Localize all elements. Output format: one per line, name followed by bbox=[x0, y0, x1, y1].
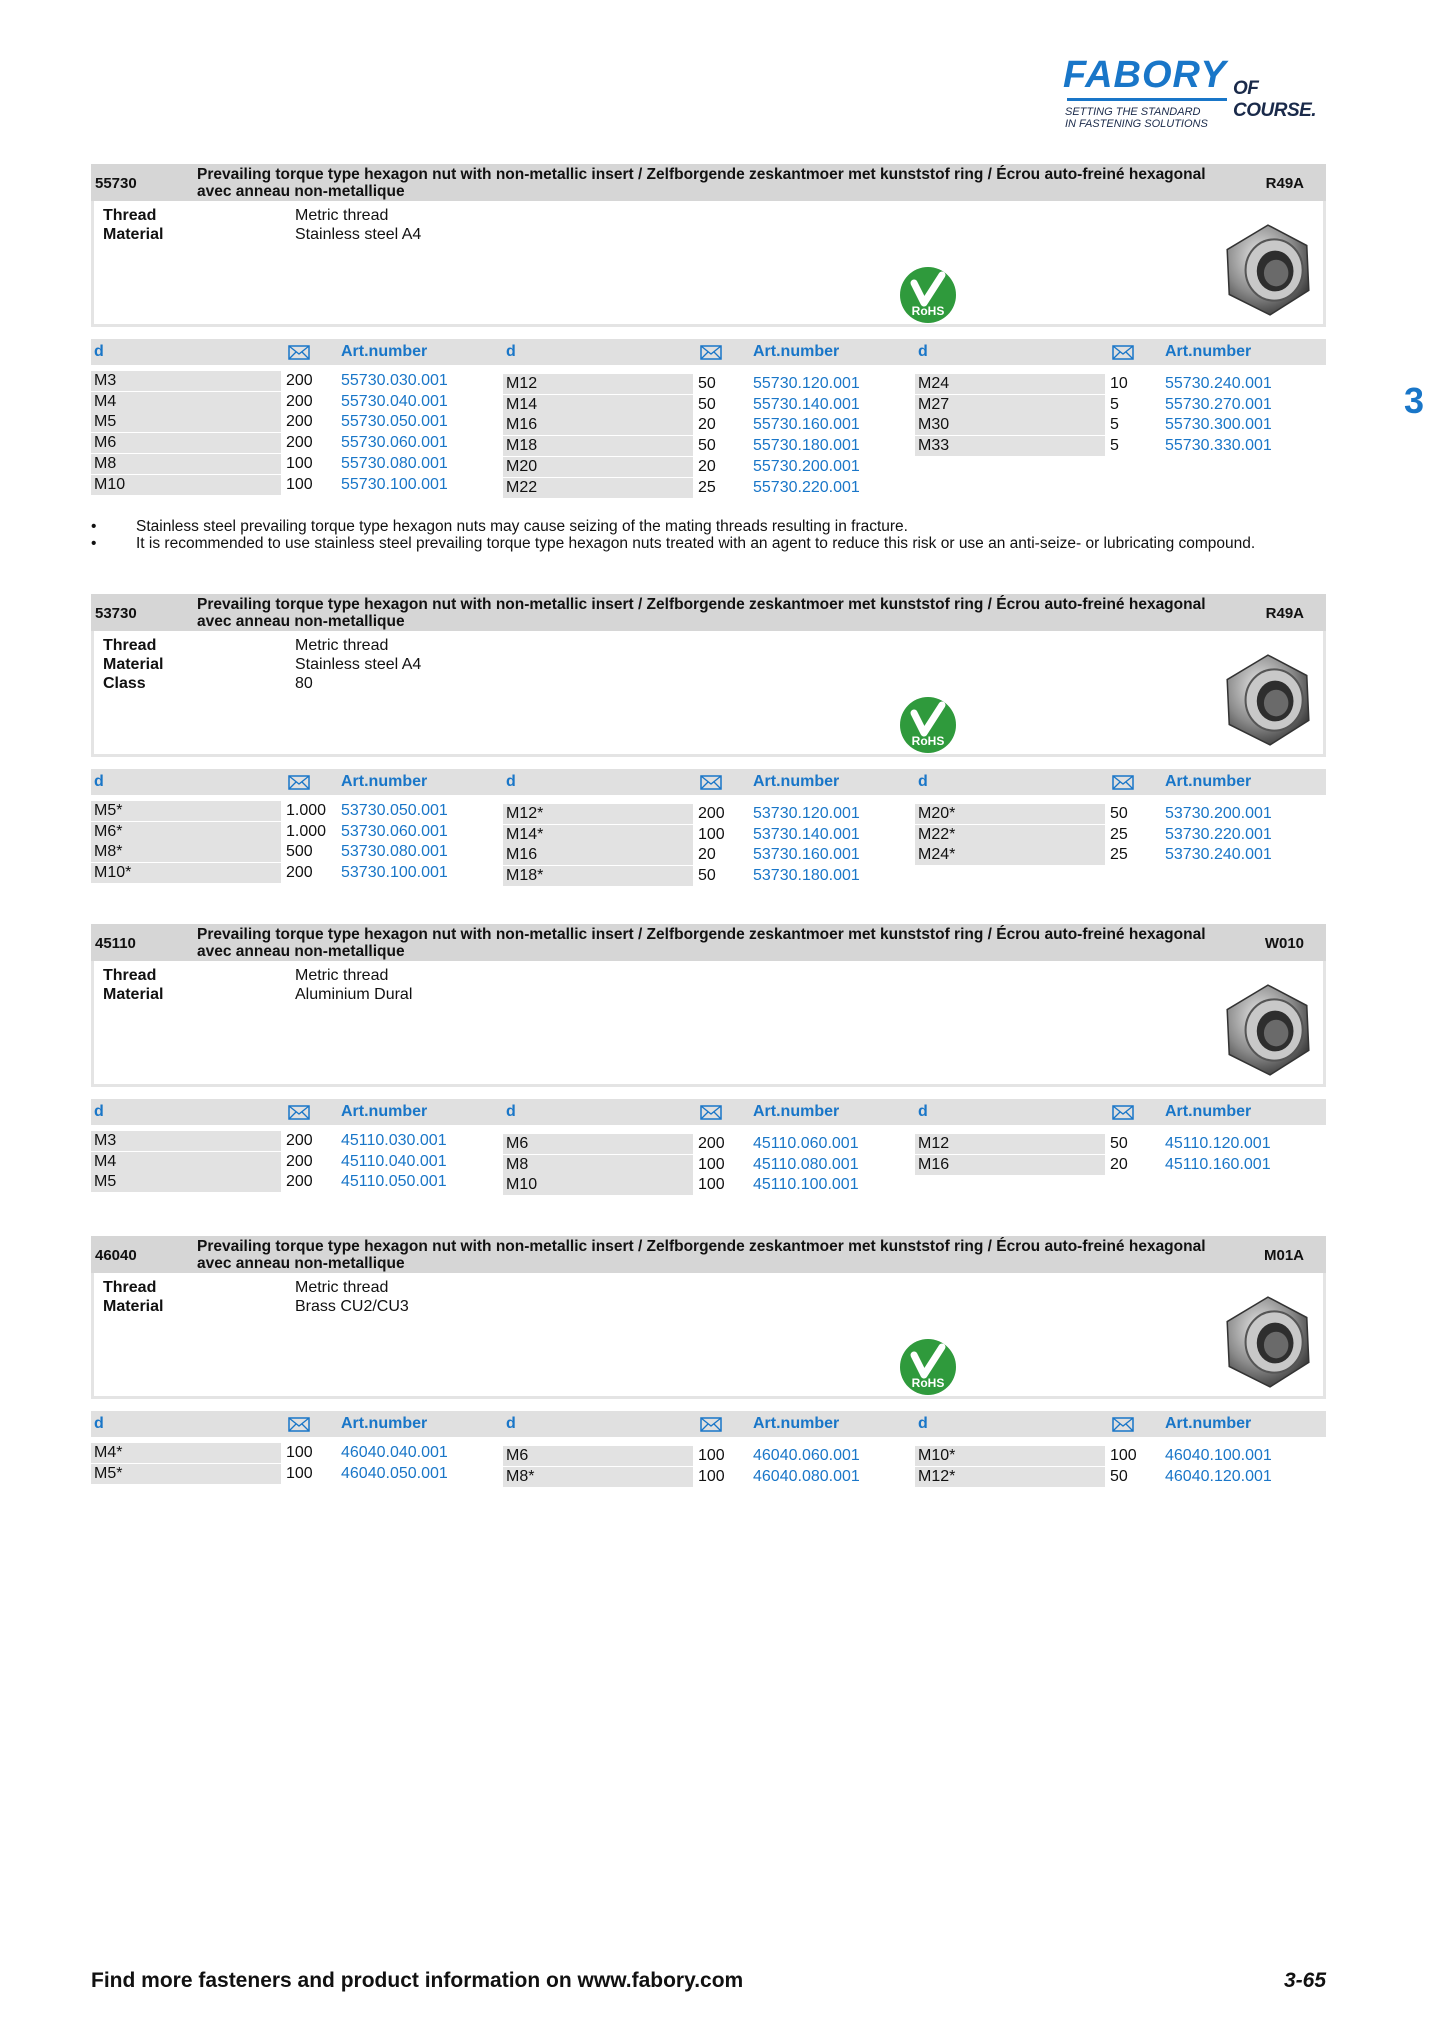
product-section bbox=[91, 924, 1326, 1194]
size-cell: M6 bbox=[91, 433, 281, 453]
properties-box bbox=[91, 1273, 1326, 1399]
column-header-d: d bbox=[506, 1103, 516, 1120]
size-cell: M8* bbox=[503, 1467, 693, 1487]
article-number-link[interactable]: 55730.030.001 bbox=[341, 372, 448, 389]
article-number-link[interactable]: 53730.060.001 bbox=[341, 822, 448, 840]
article-number-link[interactable]: 55730.330.001 bbox=[1165, 437, 1272, 455]
logo-subtitle bbox=[1065, 106, 1208, 130]
column-header-art-number: Art.number bbox=[341, 773, 428, 790]
property-value: Brass CU2/CU3 bbox=[295, 1298, 409, 1315]
rohs-badge-icon bbox=[898, 265, 958, 325]
standard-code: M01A bbox=[1263, 1247, 1304, 1264]
property-label: Thread bbox=[103, 967, 157, 984]
column-header-d: d bbox=[506, 773, 516, 790]
property-value: Aluminium Dural bbox=[295, 986, 413, 1003]
pack-quantity: 20 bbox=[698, 416, 716, 434]
property-value: Metric thread bbox=[295, 967, 389, 984]
pack-quantity: 100 bbox=[698, 1467, 725, 1485]
size-cell: M6 bbox=[503, 1446, 693, 1466]
note-item: • Stainless steel prevailing torque type hexagon nuts may cause seizing of the mating threads resulting in fracture. bbox=[91, 518, 908, 535]
table-header bbox=[91, 769, 1326, 795]
size-cell: M18* bbox=[503, 866, 693, 886]
product-title: Prevailing torque type hexagon nut with non-metallic insert / Zelfborgende zeskantmoer met kunststof ring / Écrou auto-freiné hexagonal avec anneau non-metallique bbox=[197, 1238, 1206, 1272]
size-cell: M20 bbox=[503, 457, 693, 477]
table-header bbox=[91, 1099, 1326, 1125]
column-header-d: d bbox=[918, 1415, 928, 1432]
column-header-art-number: Art.number bbox=[753, 1415, 840, 1432]
logo-underline bbox=[1067, 98, 1227, 101]
article-number-link[interactable]: 55730.040.001 bbox=[341, 392, 448, 410]
property-value: Stainless steel A4 bbox=[295, 656, 422, 673]
rohs-badge-icon bbox=[898, 1337, 958, 1397]
properties-box bbox=[91, 631, 1326, 757]
size-cell: M3 bbox=[91, 1131, 281, 1151]
column-header-art-number: Art.number bbox=[341, 1415, 428, 1432]
product-section bbox=[91, 164, 1326, 496]
pack-quantity: 100 bbox=[698, 825, 725, 843]
column-header-d: d bbox=[506, 1415, 516, 1432]
column-header-art-number: Art.number bbox=[753, 773, 840, 790]
size-cell: M5 bbox=[91, 412, 281, 432]
column-header-d: d bbox=[918, 1103, 928, 1120]
page-number: 3-65 bbox=[1283, 1969, 1326, 1992]
svg-text:RoHS: RoHS bbox=[911, 734, 945, 748]
article-number-link[interactable]: 55730.220.001 bbox=[753, 478, 860, 496]
article-number-link[interactable]: 55730.270.001 bbox=[1165, 395, 1272, 413]
pack-quantity: 50 bbox=[698, 395, 716, 413]
product-section bbox=[91, 594, 1326, 885]
article-number-link[interactable]: 55730.140.001 bbox=[753, 395, 860, 413]
size-cell: M6 bbox=[503, 1134, 693, 1154]
article-number-link[interactable]: 55730.120.001 bbox=[753, 375, 860, 392]
size-cell: M24* bbox=[915, 845, 1105, 865]
envelope-icon bbox=[1112, 1105, 1134, 1120]
article-number-link[interactable]: 55730.200.001 bbox=[753, 457, 860, 475]
article-number-link[interactable]: 53730.080.001 bbox=[341, 843, 448, 861]
pack-quantity: 5 bbox=[1110, 437, 1119, 455]
pack-quantity: 20 bbox=[698, 457, 716, 475]
article-number-link[interactable]: 55730.100.001 bbox=[341, 475, 448, 493]
column-header-art-number: Art.number bbox=[341, 1103, 428, 1120]
article-number-link[interactable]: 53730.180.001 bbox=[753, 867, 860, 885]
article-number-link[interactable]: 55730.300.001 bbox=[1165, 416, 1272, 434]
pack-quantity: 1.000 bbox=[286, 822, 327, 840]
column-header-d: d bbox=[918, 773, 928, 790]
article-number-link[interactable]: 46040.050.001 bbox=[341, 1464, 448, 1482]
article-number-link[interactable]: 53730.240.001 bbox=[1165, 846, 1272, 864]
envelope-icon bbox=[288, 1105, 310, 1120]
svg-text:RoHS: RoHS bbox=[911, 1376, 945, 1390]
size-cell: M16 bbox=[503, 845, 693, 865]
standard-code: R49A bbox=[1265, 175, 1304, 192]
product-code: 46040 bbox=[95, 1247, 137, 1264]
size-cell: M14 bbox=[503, 395, 693, 415]
size-cell: M10 bbox=[91, 475, 281, 495]
note-text: It is recommended to use stainless steel prevailing torque type hexagon nuts treated with an agent to reduce this risk or use an anti-seize- or lubricating compound. bbox=[136, 535, 1256, 552]
article-number-link[interactable]: 53730.120.001 bbox=[753, 805, 860, 822]
size-cell: M6* bbox=[91, 822, 281, 842]
pack-quantity: 5 bbox=[1110, 416, 1119, 434]
property-label: Material bbox=[103, 656, 164, 673]
article-number-link[interactable]: 45110.160.001 bbox=[1165, 1155, 1271, 1173]
note-text: Stainless steel prevailing torque type hexagon nuts may cause seizing of the mating threads resulting in fracture. bbox=[136, 518, 908, 535]
column-header-art-number: Art.number bbox=[341, 343, 428, 360]
pack-quantity: 25 bbox=[1110, 846, 1128, 864]
pack-quantity: 500 bbox=[286, 843, 313, 861]
standard-code: R49A bbox=[1265, 605, 1304, 622]
rohs-badge-icon bbox=[898, 695, 958, 755]
article-number-link[interactable]: 53730.200.001 bbox=[1165, 805, 1272, 822]
pack-quantity: 20 bbox=[1110, 1155, 1128, 1173]
property-label: Thread bbox=[103, 207, 157, 224]
column-header-art-number: Art.number bbox=[753, 343, 840, 360]
pack-quantity: 200 bbox=[286, 864, 313, 882]
pack-quantity: 100 bbox=[286, 454, 313, 472]
article-number-link[interactable]: 53730.100.001 bbox=[341, 864, 448, 882]
notes bbox=[91, 518, 1291, 552]
pack-quantity: 5 bbox=[1110, 395, 1119, 413]
pack-quantity: 200 bbox=[286, 392, 313, 410]
property-label: Thread bbox=[103, 1279, 157, 1296]
size-cell: M20* bbox=[915, 804, 1105, 824]
article-number-link[interactable]: 53730.220.001 bbox=[1165, 825, 1272, 843]
envelope-icon bbox=[700, 345, 722, 360]
article-number-link[interactable]: 55730.180.001 bbox=[753, 437, 860, 455]
product-title: Prevailing torque type hexagon nut with non-metallic insert / Zelfborgende zeskantmoer met kunststof ring / Écrou auto-freiné hexagonal avec anneau non-metallique bbox=[197, 596, 1206, 630]
column-header-art-number: Art.number bbox=[1165, 1103, 1252, 1120]
fabory-logo bbox=[1063, 54, 1343, 134]
product-section bbox=[91, 1236, 1326, 1485]
size-cell: M10* bbox=[915, 1446, 1105, 1466]
logo-tagline: OF COURSE. bbox=[1233, 78, 1317, 121]
properties-box bbox=[91, 961, 1326, 1087]
pack-quantity: 100 bbox=[1110, 1447, 1137, 1464]
product-code: 55730 bbox=[95, 175, 137, 192]
article-number-link[interactable]: 45110.060.001 bbox=[753, 1135, 859, 1152]
size-cell: M4 bbox=[91, 1152, 281, 1172]
article-number-link[interactable]: 53730.140.001 bbox=[753, 825, 860, 843]
article-number-link[interactable]: 45110.050.001 bbox=[341, 1173, 447, 1191]
product-image bbox=[1217, 219, 1319, 321]
size-cell: M4* bbox=[91, 1443, 281, 1463]
column-header-d: d bbox=[94, 773, 104, 790]
size-cell: M5 bbox=[91, 1172, 281, 1192]
property-value: Stainless steel A4 bbox=[295, 226, 422, 243]
pack-quantity: 50 bbox=[698, 867, 716, 885]
pack-quantity: 200 bbox=[286, 413, 313, 431]
column-header-d: d bbox=[94, 1415, 104, 1432]
logo-subtitle-line-2: IN FASTENING SOLUTIONS bbox=[1065, 118, 1208, 130]
size-cell: M12* bbox=[915, 1467, 1105, 1487]
size-cell: M4 bbox=[91, 392, 281, 412]
article-number-link[interactable]: 46040.100.001 bbox=[1165, 1447, 1272, 1464]
size-cell: M8 bbox=[91, 454, 281, 474]
size-cell: M12 bbox=[915, 1134, 1105, 1154]
logo-wordmark: FABORY bbox=[1063, 54, 1227, 96]
column-header-art-number: Art.number bbox=[753, 1103, 840, 1120]
size-cell: M3 bbox=[91, 371, 281, 391]
pack-quantity: 50 bbox=[698, 437, 716, 455]
article-number-link[interactable]: 55730.080.001 bbox=[341, 454, 448, 472]
property-value: Metric thread bbox=[295, 1279, 389, 1296]
logo-subtitle-line-1: SETTING THE STANDARD bbox=[1065, 106, 1201, 118]
envelope-icon bbox=[288, 1417, 310, 1432]
article-number-link[interactable]: 53730.160.001 bbox=[753, 846, 860, 864]
envelope-icon bbox=[1112, 345, 1134, 360]
property-label: Material bbox=[103, 986, 164, 1003]
footer-text: Find more fasteners and product information on www.fabory.com bbox=[91, 1969, 744, 1992]
article-number-link[interactable]: 45110.100.001 bbox=[753, 1176, 859, 1194]
pack-quantity: 20 bbox=[698, 846, 716, 864]
envelope-icon bbox=[700, 1417, 722, 1432]
article-number-link[interactable]: 55730.160.001 bbox=[753, 416, 860, 434]
pack-quantity: 100 bbox=[286, 1464, 313, 1482]
article-number-link[interactable]: 46040.060.001 bbox=[753, 1447, 860, 1464]
product-code: 53730 bbox=[95, 605, 137, 622]
size-cell: M10* bbox=[91, 863, 281, 883]
size-cell: M27 bbox=[915, 395, 1105, 415]
property-value: 80 bbox=[295, 675, 313, 692]
size-cell: M10 bbox=[503, 1175, 693, 1195]
note-item: • It is recommended to use stainless steel prevailing torque type hexagon nuts treated with an agent to reduce this risk or use an anti-seize- or lubricating compound. bbox=[91, 535, 1256, 552]
size-cell: M18 bbox=[503, 436, 693, 456]
property-value: Metric thread bbox=[295, 207, 389, 224]
pack-quantity: 25 bbox=[698, 478, 716, 496]
article-number-link[interactable]: 45110.040.001 bbox=[341, 1152, 447, 1170]
standard-code: W010 bbox=[1264, 935, 1304, 952]
pack-quantity: 100 bbox=[698, 1176, 725, 1194]
envelope-icon bbox=[288, 775, 310, 790]
size-cell: M16 bbox=[503, 415, 693, 435]
property-label: Thread bbox=[103, 637, 157, 654]
pack-quantity: 200 bbox=[698, 805, 725, 822]
pack-quantity: 200 bbox=[286, 1152, 313, 1170]
property-value: Metric thread bbox=[295, 637, 389, 654]
product-code: 45110 bbox=[95, 935, 136, 952]
product-image bbox=[1217, 1291, 1319, 1393]
article-number-link[interactable]: 45110.080.001 bbox=[753, 1155, 859, 1173]
article-number-link[interactable]: 45110.120.001 bbox=[1165, 1135, 1271, 1152]
property-label: Material bbox=[103, 1298, 164, 1315]
size-cell: M24 bbox=[915, 374, 1105, 394]
column-header-art-number: Art.number bbox=[1165, 1415, 1252, 1432]
pack-quantity: 1.000 bbox=[286, 802, 327, 819]
size-cell: M12 bbox=[503, 374, 693, 394]
section-header bbox=[91, 1236, 1326, 1273]
pack-quantity: 200 bbox=[286, 1173, 313, 1191]
pack-quantity: 50 bbox=[1110, 1135, 1128, 1152]
pack-quantity: 100 bbox=[698, 1447, 725, 1464]
envelope-icon bbox=[288, 345, 310, 360]
pack-quantity: 50 bbox=[1110, 805, 1128, 822]
pack-quantity: 100 bbox=[286, 1444, 313, 1461]
svg-text:RoHS: RoHS bbox=[911, 304, 945, 318]
pack-quantity: 50 bbox=[698, 375, 716, 392]
product-image bbox=[1217, 979, 1319, 1081]
size-cell: M8* bbox=[91, 842, 281, 862]
size-cell: M30 bbox=[915, 415, 1105, 435]
pack-quantity: 10 bbox=[1110, 375, 1128, 392]
article-number-link[interactable]: 53730.050.001 bbox=[341, 802, 448, 819]
column-header-art-number: Art.number bbox=[1165, 773, 1252, 790]
envelope-icon bbox=[700, 775, 722, 790]
article-number-link[interactable]: 55730.240.001 bbox=[1165, 375, 1272, 392]
property-label: Class bbox=[103, 675, 146, 692]
article-number-link[interactable]: 46040.120.001 bbox=[1165, 1467, 1272, 1485]
article-number-link[interactable]: 55730.060.001 bbox=[341, 434, 448, 452]
column-header-d: d bbox=[918, 343, 928, 360]
size-cell: M22* bbox=[915, 825, 1105, 845]
article-number-link[interactable]: 46040.080.001 bbox=[753, 1467, 860, 1485]
property-label: Material bbox=[103, 226, 164, 243]
table-header bbox=[91, 1411, 1326, 1437]
size-cell: M33 bbox=[915, 436, 1105, 456]
size-cell: M16 bbox=[915, 1155, 1105, 1175]
article-number-link[interactable]: 46040.040.001 bbox=[341, 1444, 448, 1461]
pack-quantity: 100 bbox=[698, 1155, 725, 1173]
pack-quantity: 200 bbox=[286, 1132, 313, 1149]
pack-quantity: 25 bbox=[1110, 825, 1128, 843]
size-cell: M5* bbox=[91, 1464, 281, 1484]
envelope-icon bbox=[1112, 1417, 1134, 1432]
column-header-d: d bbox=[94, 1103, 104, 1120]
size-cell: M22 bbox=[503, 478, 693, 498]
pack-quantity: 200 bbox=[286, 434, 313, 452]
article-number-link[interactable]: 55730.050.001 bbox=[341, 413, 448, 431]
product-image bbox=[1217, 649, 1319, 751]
size-cell: M12* bbox=[503, 804, 693, 824]
envelope-icon bbox=[1112, 775, 1134, 790]
envelope-icon bbox=[700, 1105, 722, 1120]
column-header-art-number: Art.number bbox=[1165, 343, 1252, 360]
pack-quantity: 200 bbox=[286, 372, 313, 389]
product-title: Prevailing torque type hexagon nut with non-metallic insert / Zelfborgende zeskantmoer met kunststof ring / Écrou auto-freiné hexagonal avec anneau non-metallique bbox=[197, 926, 1206, 960]
pack-quantity: 100 bbox=[286, 475, 313, 493]
section-header bbox=[91, 924, 1326, 961]
pack-quantity: 200 bbox=[698, 1135, 725, 1152]
section-header bbox=[91, 594, 1326, 631]
article-number-link[interactable]: 45110.030.001 bbox=[341, 1132, 447, 1149]
column-header-d: d bbox=[94, 343, 104, 360]
size-cell: M14* bbox=[503, 825, 693, 845]
table-header bbox=[91, 339, 1326, 365]
properties-box bbox=[91, 201, 1326, 327]
chapter-marker: 3 bbox=[1404, 380, 1425, 421]
section-header bbox=[91, 164, 1326, 201]
size-cell: M5* bbox=[91, 801, 281, 821]
product-title: Prevailing torque type hexagon nut with non-metallic insert / Zelfborgende zeskantmoer met kunststof ring / Écrou auto-freiné hexagonal avec anneau non-metallique bbox=[197, 166, 1206, 200]
column-header-d: d bbox=[506, 343, 516, 360]
size-cell: M8 bbox=[503, 1155, 693, 1175]
pack-quantity: 50 bbox=[1110, 1467, 1128, 1485]
